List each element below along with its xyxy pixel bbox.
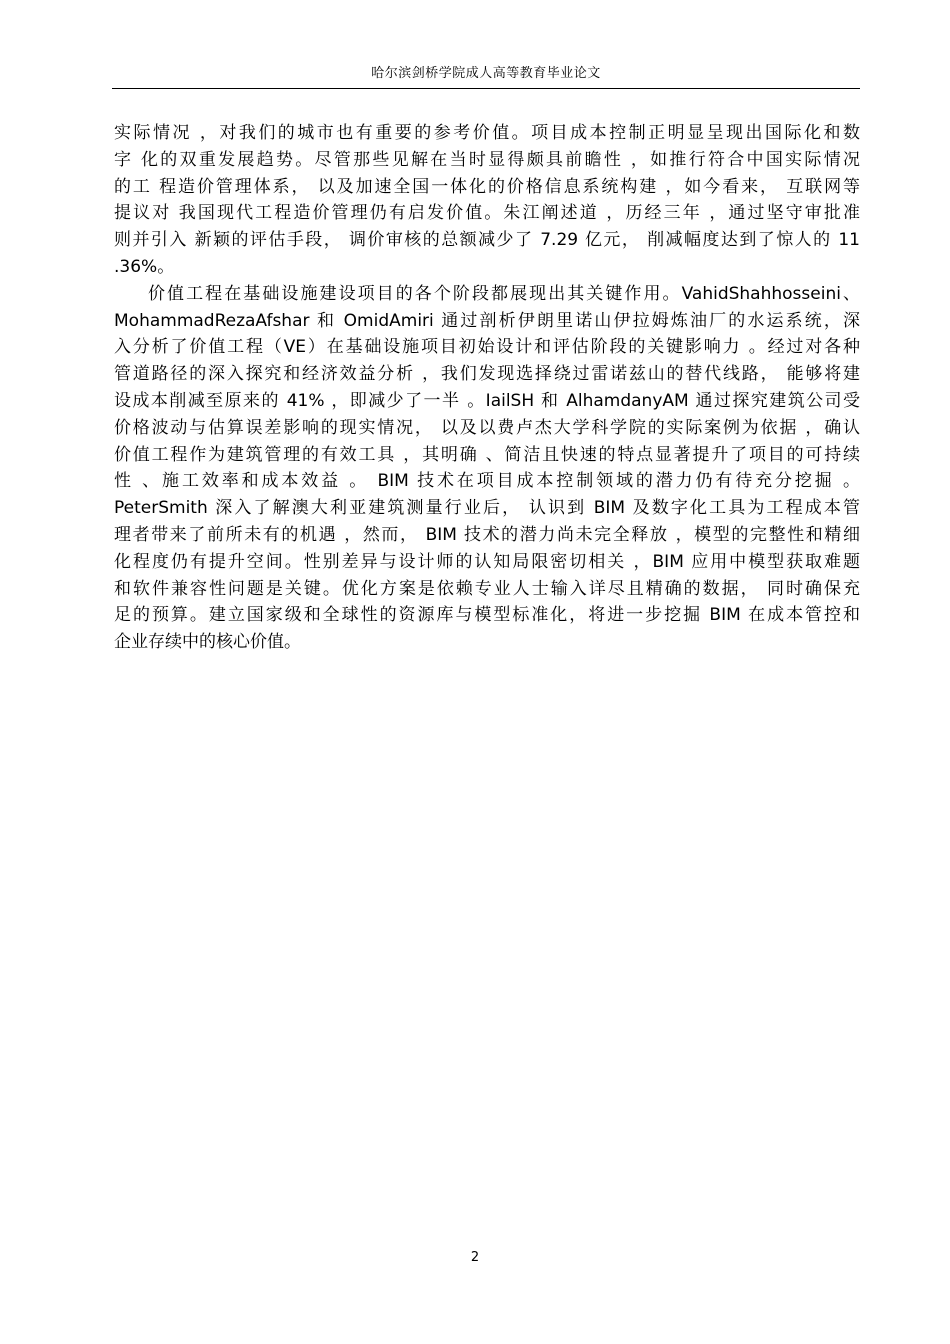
text-line: PeterSmith 深入了解澳大利亚建筑测量行业后， 认识到 BIM 及数字化工具为工程成本管: [114, 498, 860, 519]
text-line: 足的预算。建立国家级和全球性的资源库与模型标准化，将进一步挖掘 BIM 在成本管控和: [114, 605, 860, 626]
text-line: 价值工程作为建筑管理的有效工具 ，其明确 、简洁且快速的特点显著提升了项目的可持续: [114, 444, 860, 465]
text-line: 管道路径的深入探究和经济效益分析 ，我们发现选择绕过雷诺兹山的替代线路， 能够将建: [114, 364, 860, 385]
header-divider: [112, 88, 860, 89]
text-line: 性 、施工效率和成本效益 。 BIM 技术在项目成本控制领域的潜力仍有待充分挖掘 。: [114, 471, 860, 492]
text-line: 提议对 我国现代工程造价管理仍有启发价值。朱江阐述道 ，历经三年 ，通过坚守审批准: [114, 203, 860, 224]
text-line: MohammadRezaAfshar 和 OmidAmiri 通过剖析伊朗里诺山伊拉姆炼油厂的水运系统，深: [114, 310, 860, 331]
text-line: 企业存续中的核心价值。: [114, 632, 301, 653]
text-line: 的工 程造价管理体系， 以及加速全国一体化的价格信息系统构建 ，如今看来， 互联网等: [114, 176, 860, 197]
text-line: 价值工程在基础设施建设项目的各个阶段都展现出其关键作用。VahidShahhosseini、: [148, 283, 860, 304]
text-line: .36%。: [114, 256, 175, 277]
text-line: 价格波动与估算误差影响的现实情况， 以及以费卢杰大学科学院的实际案例为依据 ，确认: [114, 417, 860, 438]
paragraph-2: [114, 281, 860, 656]
page-number: 2: [470, 1250, 480, 1265]
text-line: 则并引入 新颖的评估手段， 调价审核的总额减少了 7.29 亿元， 削减幅度达到了惊人的 11: [114, 230, 860, 251]
paragraph-1: [114, 120, 860, 281]
text-line: 入分析了价值工程（VE）在基础设施项目初始设计和评估阶段的关键影响力 。经过对各种: [114, 337, 860, 358]
text-line: 化程度仍有提升空间。性别差异与设计师的认知局限密切相关 ，BIM 应用中模型获取难题: [114, 551, 860, 572]
text-line: 理者带来了前所未有的机遇 ，然而， BIM 技术的潜力尚未完全释放 ，模型的完整性和精细: [114, 524, 860, 545]
text-line: 实际情况 ，对我们的城市也有重要的参考价值。项目成本控制正明显呈现出国际化和数: [114, 123, 860, 143]
text-line: 设成本削减至原来的 41% ，即减少了一半 。IailSH 和 AlhamdanyAM 通过探究建筑公司受: [114, 390, 860, 411]
body-text: [114, 120, 860, 656]
page-header: 哈尔滨剑桥学院成人高等教育毕业论文: [371, 66, 601, 81]
text-line: 和软件兼容性问题是关键。优化方案是依赖专业人士输入详尽且精确的数据， 同时确保充: [114, 578, 860, 599]
text-line: 字 化的双重发展趋势。尽管那些见解在当时显得颇具前瞻性 ，如推行符合中国实际情况: [114, 149, 860, 170]
